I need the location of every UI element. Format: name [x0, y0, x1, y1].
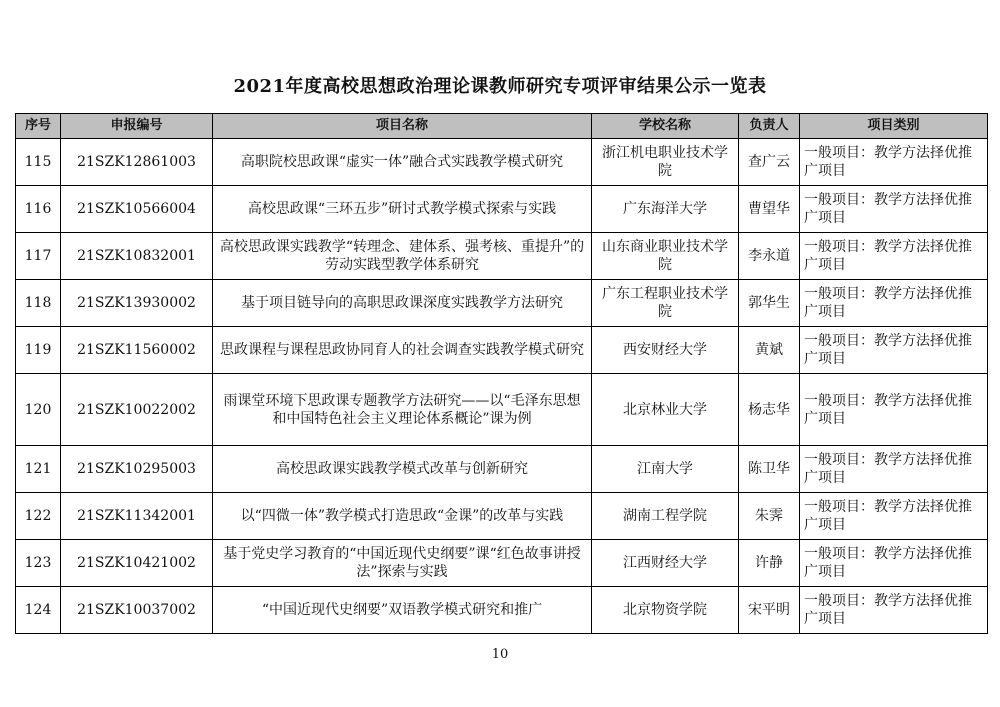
table-row [16, 540, 988, 587]
cell-project-type: 一般项目：教学方法择优推广项目 [800, 280, 988, 327]
cell-no: 122 [16, 493, 61, 540]
cell-project-type: 一般项目：教学方法择优推广项目 [800, 327, 988, 374]
cell-project-name: 基于党史学习教育的“中国近现代史纲要”课“红色故事讲授法”探索与实践 [213, 540, 592, 587]
cell-code: 21SZK10421002 [61, 540, 213, 587]
cell-code: 21SZK10037002 [61, 587, 213, 634]
cell-school-name: 广东工程职业技术学院 [592, 280, 739, 327]
table-row [16, 233, 988, 280]
cell-person: 许静 [739, 540, 800, 587]
cell-project-name: 高校思政课实践教学“转理念、建体系、强考核、重提升”的劳动实践型教学体系研究 [213, 233, 592, 280]
cell-no: 120 [16, 374, 61, 446]
cell-project-name: 高校思政课实践教学模式改革与创新研究 [213, 446, 592, 493]
cell-school-name: 湖南工程学院 [592, 493, 739, 540]
cell-person: 黄斌 [739, 327, 800, 374]
cell-school-name: 广东海洋大学 [592, 186, 739, 233]
cell-person: 郭华生 [739, 280, 800, 327]
cell-code: 21SZK11560002 [61, 327, 213, 374]
cell-project-type: 一般项目：教学方法择优推广项目 [800, 446, 988, 493]
cell-project-type: 一般项目：教学方法择优推广项目 [800, 186, 988, 233]
table-row [16, 327, 988, 374]
table-header-row [16, 114, 988, 139]
cell-project-name: 高职院校思政课“虚实一体”融合式实践教学模式研究 [213, 139, 592, 186]
header-person: 负责人 [739, 114, 800, 139]
cell-code: 21SZK10022002 [61, 374, 213, 446]
cell-school-name: 江西财经大学 [592, 540, 739, 587]
cell-project-type: 一般项目：教学方法择优推广项目 [800, 540, 988, 587]
cell-no: 123 [16, 540, 61, 587]
cell-no: 119 [16, 327, 61, 374]
header-no: 序号 [16, 114, 61, 139]
cell-school-name: 浙江机电职业技术学院 [592, 139, 739, 186]
cell-project-name: 以“四微一体”教学模式打造思政“金课”的改革与实践 [213, 493, 592, 540]
cell-school-name: 北京林业大学 [592, 374, 739, 446]
cell-no: 124 [16, 587, 61, 634]
cell-no: 121 [16, 446, 61, 493]
table-row [16, 493, 988, 540]
cell-project-name: 基于项目链导向的高职思政课深度实践教学方法研究 [213, 280, 592, 327]
cell-no: 116 [16, 186, 61, 233]
cell-person: 朱霁 [739, 493, 800, 540]
table-row [16, 446, 988, 493]
table-row [16, 186, 988, 233]
header-code: 申报编号 [61, 114, 213, 139]
cell-code: 21SZK10295003 [61, 446, 213, 493]
cell-project-name: 思政课程与课程思政协同育人的社会调查实践教学模式研究 [213, 327, 592, 374]
cell-code: 21SZK11342001 [61, 493, 213, 540]
page-number: 10 [491, 647, 509, 662]
table-row [16, 587, 988, 634]
cell-school-name: 江南大学 [592, 446, 739, 493]
cell-person: 李永道 [739, 233, 800, 280]
cell-project-name: 高校思政课“三环五步”研讨式教学模式探索与实践 [213, 186, 592, 233]
cell-code: 21SZK10566004 [61, 186, 213, 233]
table-row [16, 280, 988, 327]
header-project-type: 项目类别 [800, 114, 988, 139]
cell-project-type: 一般项目：教学方法择优推广项目 [800, 493, 988, 540]
cell-no: 118 [16, 280, 61, 327]
document-title: 2021年度高校思想政治理论课教师研究专项评审结果公示一览表 [233, 76, 767, 97]
cell-code: 21SZK10832001 [61, 233, 213, 280]
cell-school-name: 山东商业职业技术学院 [592, 233, 739, 280]
cell-person: 陈卫华 [739, 446, 800, 493]
cell-school-name: 北京物资学院 [592, 587, 739, 634]
cell-project-type: 一般项目：教学方法择优推广项目 [800, 233, 988, 280]
cell-project-name: “中国近现代史纲要”双语教学模式研究和推广 [213, 587, 592, 634]
cell-school-name: 西安财经大学 [592, 327, 739, 374]
cell-project-type: 一般项目：教学方法择优推广项目 [800, 139, 988, 186]
cell-project-name: 雨课堂环境下思政课专题教学方法研究——以“毛泽东思想和中国特色社会主义理论体系概论”课为例 [213, 374, 592, 446]
cell-project-type: 一般项目：教学方法择优推广项目 [800, 587, 988, 634]
cell-person: 曹望华 [739, 186, 800, 233]
cell-project-type: 一般项目：教学方法择优推广项目 [800, 374, 988, 446]
cell-person: 杨志华 [739, 374, 800, 446]
cell-person: 查广云 [739, 139, 800, 186]
cell-no: 117 [16, 233, 61, 280]
table-row [16, 374, 988, 446]
cell-person: 宋平明 [739, 587, 800, 634]
cell-code: 21SZK13930002 [61, 280, 213, 327]
cell-code: 21SZK12861003 [61, 139, 213, 186]
table-row [16, 139, 988, 186]
header-school-name: 学校名称 [592, 114, 739, 139]
header-project-name: 项目名称 [213, 114, 592, 139]
cell-no: 115 [16, 139, 61, 186]
results-table [15, 113, 988, 634]
